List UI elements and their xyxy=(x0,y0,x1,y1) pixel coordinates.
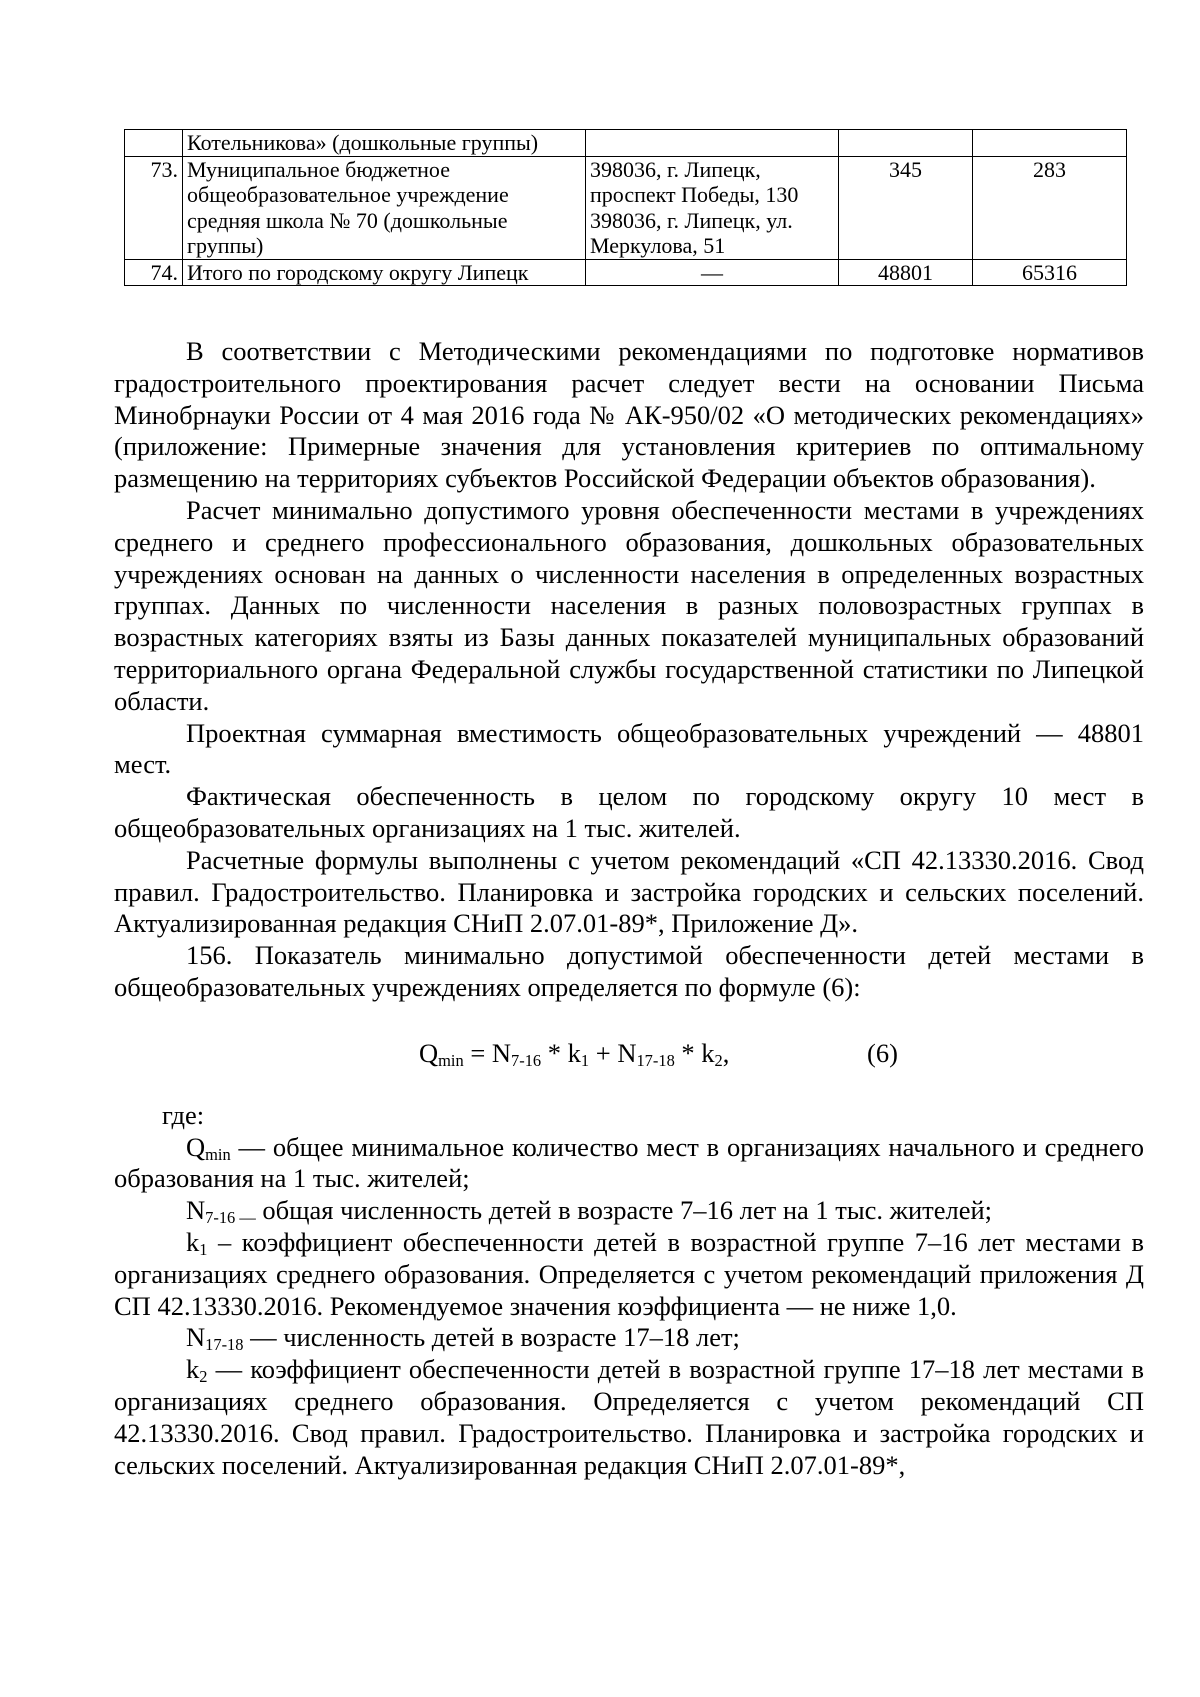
capacity-value xyxy=(839,130,973,157)
paragraph-design-capacity: Проектная суммарная вместимость общеобразовательных учреждений — 48801 мест. xyxy=(114,717,1144,780)
actual-value: 283 xyxy=(973,156,1127,259)
definition-qmin: $Q_{min}$ — общее минимальное количество мест в организациях начального и среднего образования на 1 тыс. жителей; xyxy=(114,1131,1144,1194)
paragraph-methodology: В соответствии с Методическими рекомендациями по подготовке нормативов градостроительного проектирования расчет следует вести на основании Письма Минобрнауки России от 4 мая 2016 года № АК-950/02 «О методических рекомендациях» (приложение: Примерные значения для установления критериев по оптимальному размещению на территориях субъектов Российской Федерации объектов образования). xyxy=(114,336,1144,494)
row-number xyxy=(125,130,183,157)
institution-address xyxy=(586,130,839,157)
definition-n1718: $N_{17-18}$ — численность детей в возрасте 17–18 лет; xyxy=(186,1322,740,1355)
capacity-value: 345 xyxy=(839,156,973,259)
institutions-table xyxy=(124,129,1127,286)
capacity-value: 48801 xyxy=(839,259,973,286)
table-row xyxy=(125,259,1127,286)
institution-address: — xyxy=(586,259,839,286)
definition-k1: $k_1$ – коэффициент обеспеченности детей в возрастной группе 7–16 лет местами в организациях среднего образования. Определяется с учетом рекомендаций приложения Д СП 42.13330.2016. Рекомендуемое значения коэффициента — не ниже 1,0. xyxy=(114,1226,1144,1321)
where-label: где: xyxy=(162,1099,205,1130)
formula-expression: $Q_{min} = N_{7-16} * k_1 + N_{17-18} * k_2$, xyxy=(419,1037,730,1070)
actual-value: 65316 xyxy=(973,259,1127,286)
formula-number: (6) xyxy=(867,1037,898,1068)
formula-6 xyxy=(114,1038,1144,1070)
institution-name: Котельникова» (дошкольные группы) xyxy=(183,130,586,157)
institution-name: Муниципальное бюджетное общеобразовательное учреждение средняя школа № 70 (дошкольные группы) xyxy=(183,156,586,259)
paragraph-indicator-156: 156. Показатель минимально допустимой обеспеченности детей местами в общеобразовательных учреждениях определяется по формуле (6): xyxy=(114,940,1144,1002)
row-number: 74. xyxy=(125,259,183,286)
actual-value xyxy=(973,130,1127,157)
row-number: 73. xyxy=(125,156,183,259)
institution-name: Итого по городскому округу Липецк xyxy=(183,259,586,286)
institution-address: 398036, г. Липецк, проспект Победы, 130 398036, г. Липецк, ул. Меркулова, 51 xyxy=(586,156,839,259)
paragraph-actual-provision: Фактическая обеспеченность в целом по городскому округу 10 мест в общеобразовательных организациях на 1 тыс. жителей. xyxy=(114,781,1144,843)
table-row xyxy=(125,130,1127,157)
body-text xyxy=(114,336,1144,1481)
definition-k2: $k_2$ — коэффициент обеспеченности детей в возрастной группе 17–18 лет местами в организациях среднего образования. Определяется с учетом рекомендаций СП 42.13330.2016. Свод правил. Градостроительство. Планировка и застройка городских и сельских поселений. Актуализированная редакция СНиП 2.07.01-89*, xyxy=(114,1354,1144,1480)
table-row xyxy=(125,156,1127,259)
paragraph-formulas-source: Расчетные формулы выполнены с учетом рекомендаций «СП 42.13330.2016. Свод правил. Градостроительство. Планировка и застройка городских и сельских поселений. Актуализированная редакция СНиП 2.07.01-89*, Приложение Д». xyxy=(114,844,1144,939)
definition-n716: $N_{7-16 —}$ общая численность детей в возрасте 7–16 лет на 1 тыс. жителей; xyxy=(186,1195,993,1228)
paragraph-calculation-basis: Расчет минимально допустимого уровня обеспеченности местами в учреждениях среднего и среднего профессионального образования, дошкольных образовательных учреждениях основан на данных о численности населения в определенных возрастных группах. Данных по численности населения в разных половозрастных группах в возрастных категориях взяты из Базы данных показателей муниципальных образований территориального органа Федеральной службы государственной статистики по Липецкой области. xyxy=(114,494,1144,716)
